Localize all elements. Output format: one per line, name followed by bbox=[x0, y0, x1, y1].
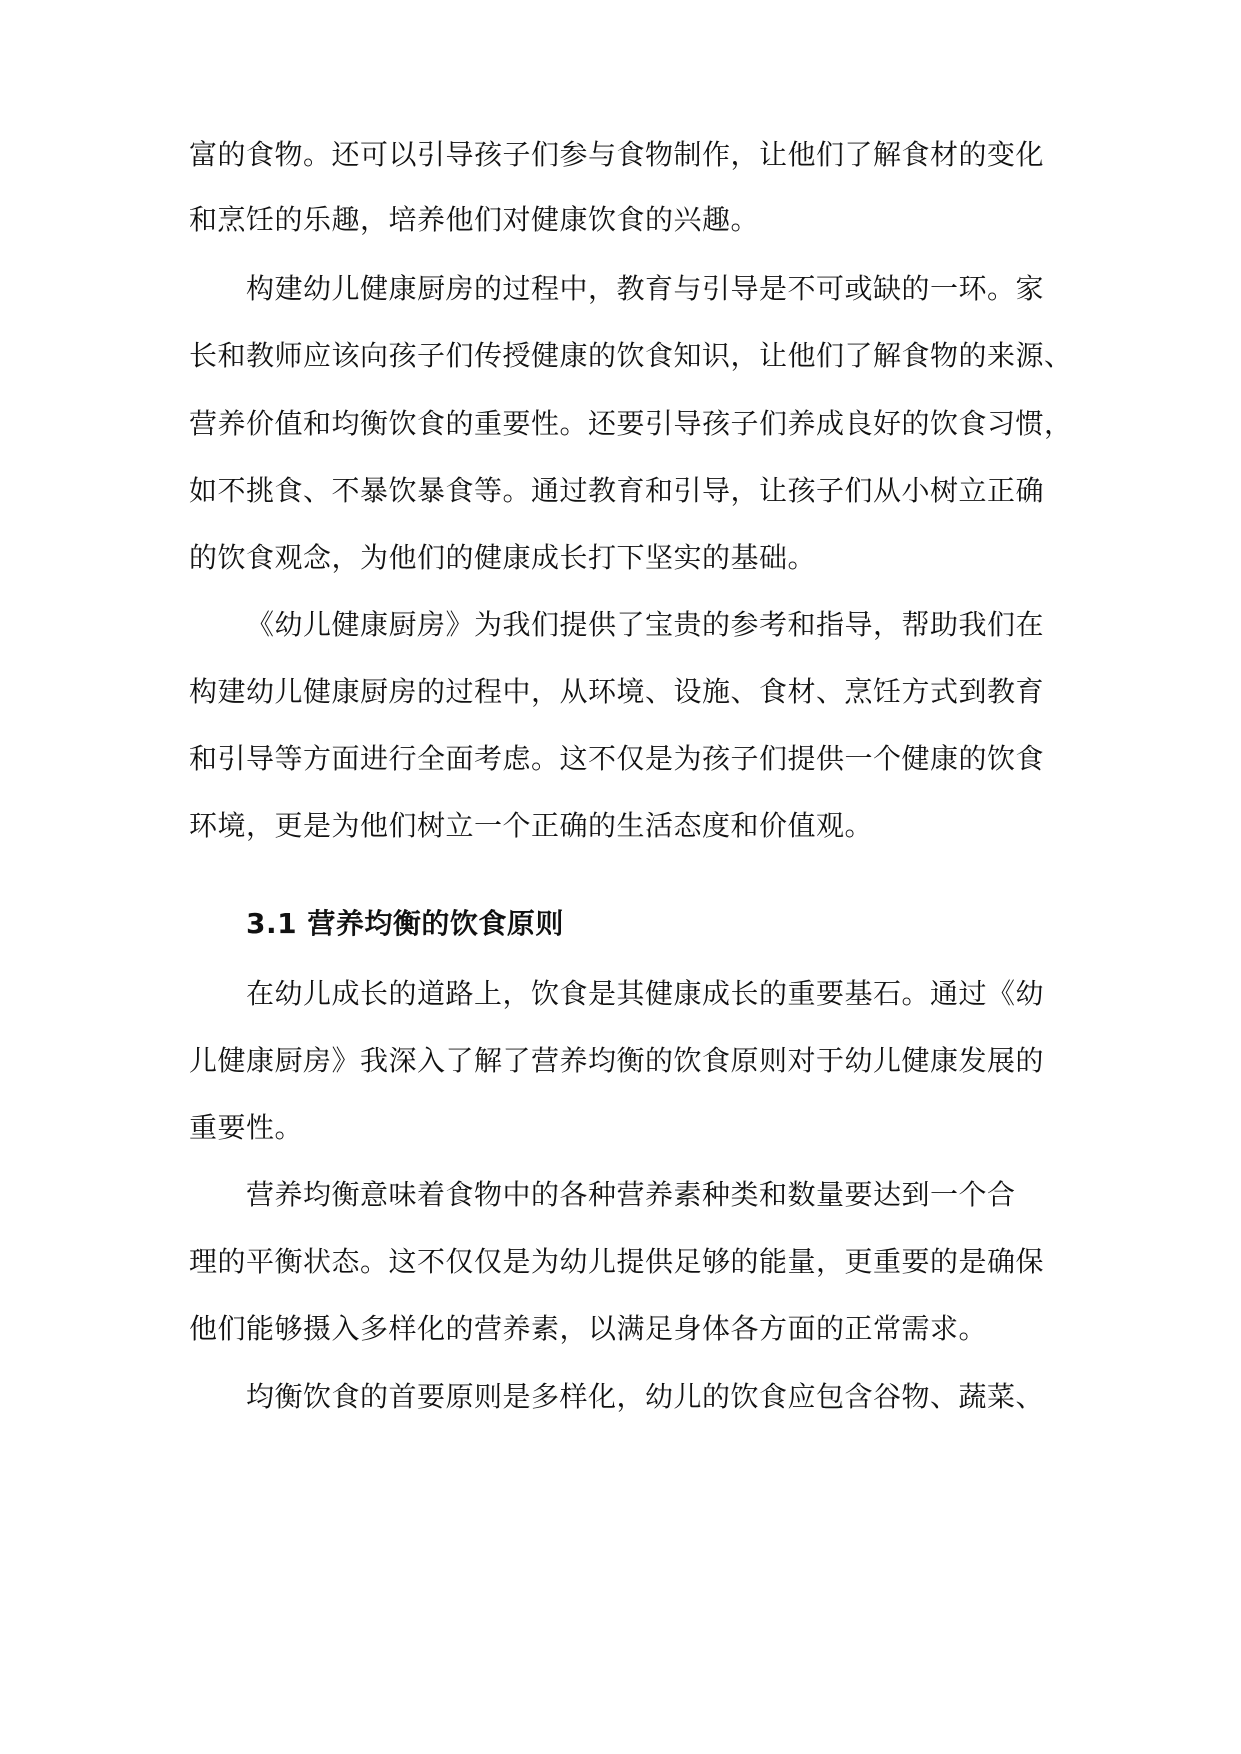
text-line: 在幼儿成长的道路上，饮食是其健康成长的重要基石。通过《幼 bbox=[246, 977, 1045, 1010]
text-line: 的饮食观念，为他们的健康成长打下坚实的基础。 bbox=[189, 541, 817, 574]
text-line: 营养价值和均衡饮食的重要性。还要引导孩子们养成良好的饮食习惯， bbox=[189, 407, 1073, 440]
text-line: 和引导等方面进行全面考虑。这不仅是为孩子们提供一个健康的饮食 bbox=[189, 742, 1045, 775]
text-line: 和烹饪的乐趣，培养他们对健康饮食的兴趣。 bbox=[189, 203, 760, 236]
text-line: 儿健康厨房》我深入了解了营养均衡的饮食原则对于幼儿健康发展的 bbox=[189, 1044, 1045, 1077]
text-line: 重要性。 bbox=[189, 1111, 304, 1144]
text-line: 富的食物。还可以引导孩子们参与食物制作，让他们了解食材的变化 bbox=[189, 138, 1045, 171]
text-line: 构建幼儿健康厨房的过程中，从环境、设施、食材、烹饪方式到教育 bbox=[189, 675, 1045, 708]
text-line: 环境，更是为他们树立一个正确的生活态度和价值观。 bbox=[189, 809, 874, 842]
text-line: 构建幼儿健康厨房的过程中，教育与引导是不可或缺的一环。家 bbox=[246, 272, 1045, 305]
text-line: 均衡饮食的首要原则是多样化，幼儿的饮食应包含谷物、蔬菜、 bbox=[246, 1380, 1045, 1413]
section-heading: 3.1 营养均衡的饮食原则 bbox=[246, 907, 564, 940]
text-line: 他们能够摄入多样化的营养素，以满足身体各方面的正常需求。 bbox=[189, 1312, 988, 1345]
text-line: 《幼儿健康厨房》为我们提供了宝贵的参考和指导，帮助我们在 bbox=[246, 608, 1045, 641]
text-line: 长和教师应该向孩子们传授健康的饮食知识，让他们了解食物的来源、 bbox=[189, 339, 1073, 372]
text-line: 理的平衡状态。这不仅仅是为幼儿提供足够的能量，更重要的是确保 bbox=[189, 1245, 1045, 1278]
text-line: 营养均衡意味着食物中的各种营养素种类和数量要达到一个合 bbox=[246, 1178, 1016, 1211]
text-line: 如不挑食、不暴饮暴食等。通过教育和引导，让孩子们从小树立正确 bbox=[189, 474, 1045, 507]
